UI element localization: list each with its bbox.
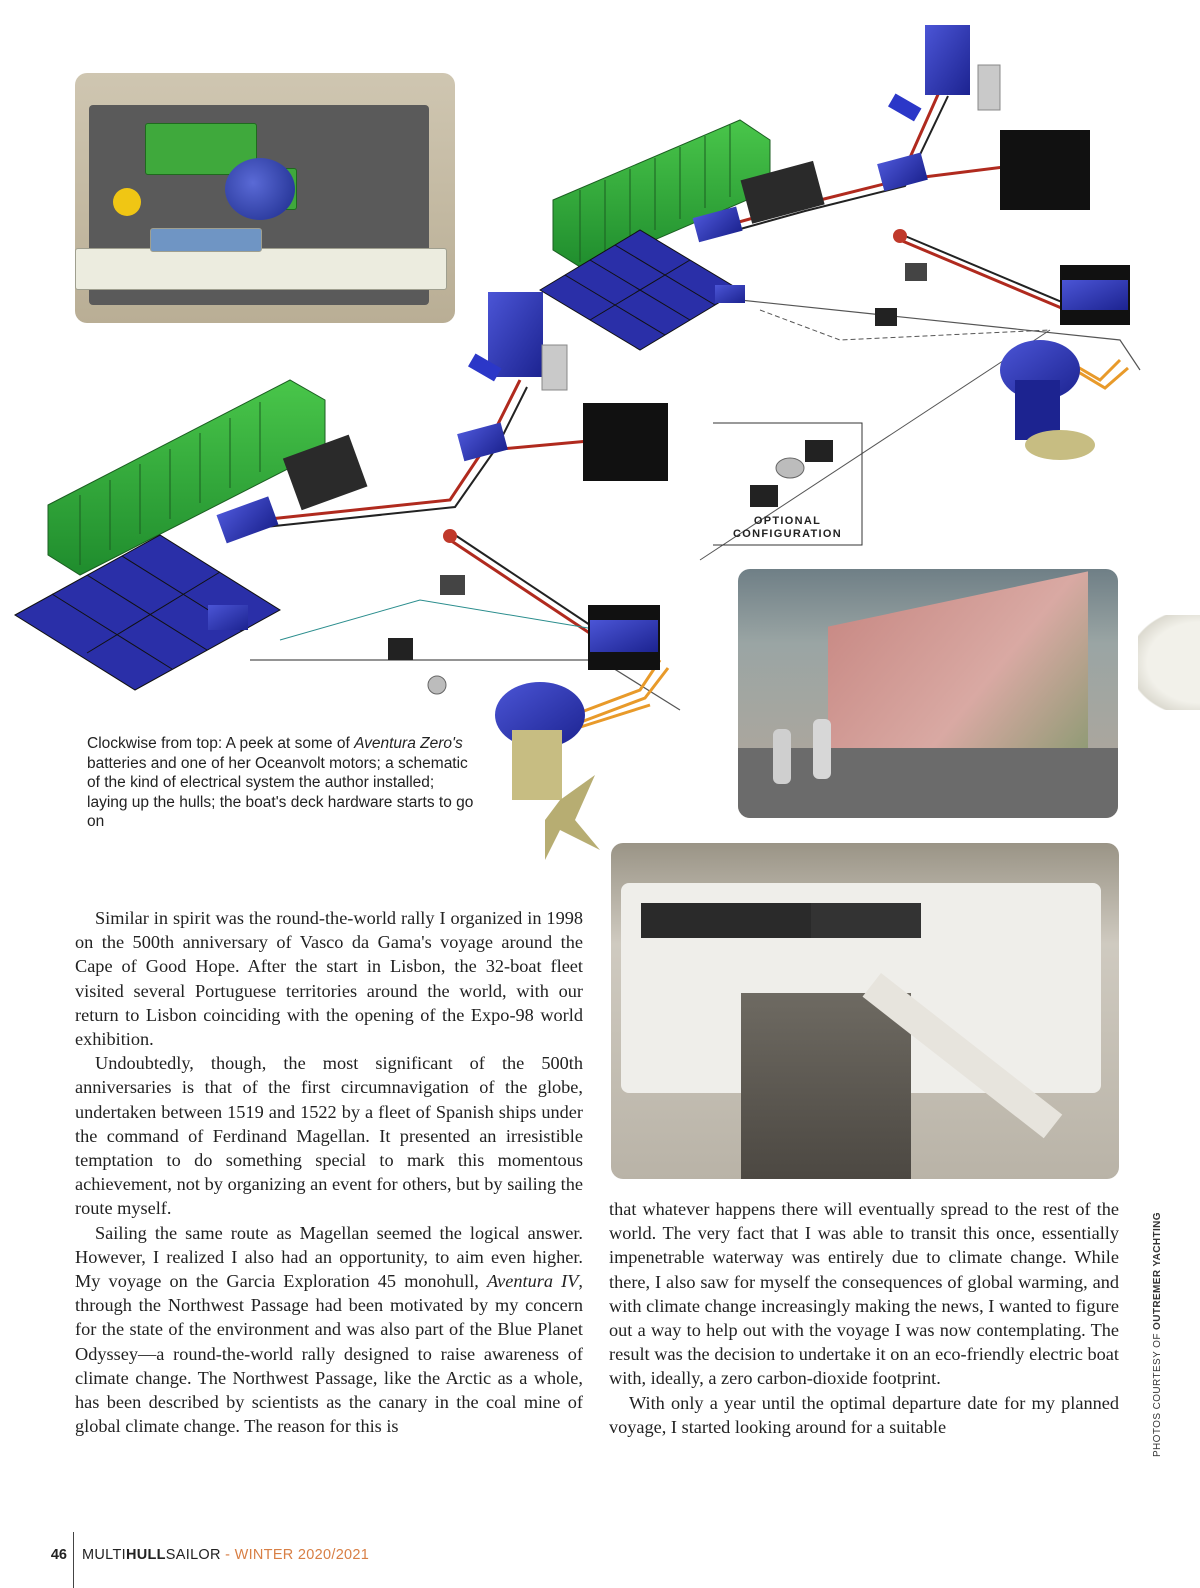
article-paragraph: Undoubtedly, though, the most significant of the 500th anniversaries is that of the first circumnavigation of the globe, undertaken between 1519 and 1522 by a fleet of Spanish ships under the command of Ferdinand Magellan. It presented an irresistible temptation to do something special to mark this momentous achievement, not by organizing an event for others, but by sailing the route myself. bbox=[75, 1053, 583, 1219]
page-number: 46 bbox=[50, 1547, 67, 1563]
upper-junction bbox=[877, 153, 928, 192]
optional-label-line1: OPTIONAL bbox=[753, 515, 822, 527]
open-hull-cavity bbox=[741, 993, 911, 1179]
worker-figure bbox=[813, 719, 831, 779]
upper-switch bbox=[978, 65, 1000, 110]
workshop-floor bbox=[738, 748, 1118, 818]
issue-season: WINTER 2020/2021 bbox=[234, 1547, 370, 1563]
masthead-part: MULTI bbox=[82, 1547, 126, 1563]
lower-junction bbox=[457, 423, 508, 462]
deck-hardware-photo bbox=[611, 843, 1119, 1179]
cabin-windows bbox=[811, 903, 921, 938]
caption-boat-name: Aventura Zero's bbox=[354, 735, 463, 752]
masthead-separator: - bbox=[220, 1547, 235, 1563]
upper-house-battery bbox=[1000, 130, 1090, 210]
optional-configuration-label bbox=[720, 515, 855, 541]
upper-shore-charger bbox=[925, 25, 970, 95]
lower-charger bbox=[216, 496, 278, 543]
figure-caption bbox=[87, 734, 477, 832]
article-paragraph: that whatever happens there will eventually spread to the rest of the world. The very fact that I was able to transit this once, essentially impenetrable waterway was entirely due to climate change. While there, I also saw for myself the consequences of global warming, and with climate change increasingly making the news, I wanted to figure out a way to help out with the voyage I was now contemplating. The result was the decision to undertake it on an eco-friendly electric boat with, ideally, a zero carbon-dioxide footprint. bbox=[609, 1199, 1119, 1389]
masthead-part: SAILOR bbox=[165, 1547, 221, 1563]
article-column-right bbox=[609, 1197, 1119, 1439]
hull-layup-photo bbox=[738, 569, 1118, 818]
lower-shore-charger bbox=[488, 292, 543, 377]
magazine-masthead bbox=[82, 1547, 369, 1563]
article-paragraph: Similar in spirit was the round-the-world rally I organized in 1998 on the 500th anniversary of Vasco da Gama's voyage around the Cape of Good Hope. After the start in Lisbon, the 32-boat fleet visited several Portuguese territories around the world, with our return to Lisbon coinciding with the opening of the Expo-98 world exhibition. bbox=[75, 908, 583, 1050]
lower-house-battery bbox=[583, 403, 668, 481]
lower-switch bbox=[542, 345, 567, 390]
article-column-left bbox=[75, 906, 583, 1438]
optional-label-line2: CONFIGURATION bbox=[733, 528, 842, 540]
adjacent-page-sliver bbox=[1138, 615, 1200, 710]
boat-name: Aventura IV bbox=[487, 1271, 579, 1292]
article-paragraph bbox=[75, 1221, 583, 1439]
caption-text: Clockwise from top: A peek at some of bbox=[87, 735, 355, 752]
cabin-windows bbox=[641, 903, 811, 938]
photo-credit bbox=[1152, 1212, 1168, 1462]
worker-figure bbox=[773, 729, 791, 784]
caption-text: batteries and one of her Oceanvolt motors; a schematic of the kind of electrical system the author installed; laying up the hulls; the boat's deck hardware starts to go on bbox=[87, 754, 474, 830]
upper-motor bbox=[1000, 340, 1095, 460]
masthead-part: HULL bbox=[125, 1547, 166, 1563]
paragraph-text: Sailing the same route as Magellan seemed the logical answer. However, I realized I also had an opportunity, to aim even higher. My voyage on the Garcia Exploration 45 monohull, bbox=[75, 1222, 583, 1292]
article-paragraph: With only a year until the optimal departure date for my planned voyage, I started looking around for a suitable bbox=[609, 1392, 1119, 1437]
footer-divider bbox=[73, 1532, 74, 1588]
paragraph-text: , through the Northwest Passage had been motivated by my concern for the state of the environment and was also part of the Blue Planet Odyssey—a round-the-world rally designed to raise awareness of climate change. The Northwest Passage, like the Arctic as a whole, has been described by scientists as the canary in the coal mine of global climate change. The reason for this is bbox=[75, 1271, 583, 1437]
credit-name: OUTREMER YACHTING bbox=[1152, 1212, 1163, 1330]
lower-battery-bank bbox=[48, 380, 325, 575]
lower-motor bbox=[495, 682, 600, 860]
credit-prefix: PHOTOS COURTESY OF bbox=[1152, 1329, 1163, 1458]
